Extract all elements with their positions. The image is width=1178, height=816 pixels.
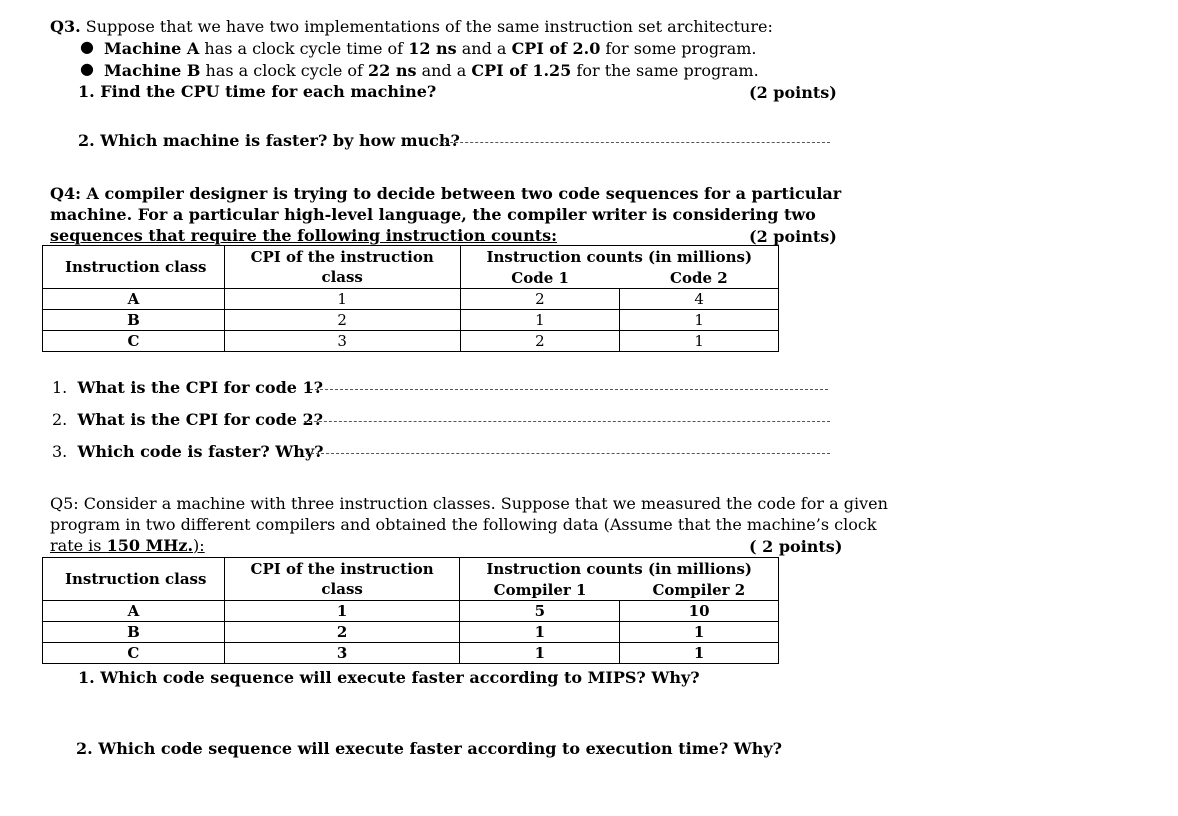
q4-cell-code2: 1 bbox=[620, 310, 779, 331]
q4-header-class: Instruction class bbox=[43, 246, 225, 289]
q5-cell-class: A bbox=[43, 601, 225, 622]
q4-cell-code2: 1 bbox=[620, 331, 779, 352]
table-row bbox=[43, 331, 779, 352]
answer-line bbox=[304, 421, 830, 422]
table-row bbox=[43, 622, 779, 643]
answer-line bbox=[310, 389, 828, 390]
q4-cell-code1: 2 bbox=[460, 331, 620, 352]
q4-header-counts: Instruction counts (in millions) bbox=[460, 246, 779, 268]
q5-header-compiler1: Compiler 1 bbox=[460, 579, 620, 601]
answer-line bbox=[440, 142, 830, 143]
q5-cell-compiler1: 1 bbox=[460, 622, 620, 643]
q5-header-compiler2: Compiler 2 bbox=[620, 579, 779, 601]
q5-line-1: Q5: Consider a machine with three instruction classes. Suppose that we measured the code for a given bbox=[50, 494, 888, 513]
q4-cell-code1: 2 bbox=[460, 289, 620, 310]
table-row bbox=[43, 643, 779, 664]
q3-question-2: 2. Which machine is faster? by how much? bbox=[78, 131, 460, 150]
q4-points: (2 points) bbox=[749, 227, 837, 246]
q3-title: Q3. Suppose that we have two implementations of the same instruction set architecture: bbox=[50, 17, 773, 36]
q5-header-class: Instruction class bbox=[43, 558, 225, 601]
answer-line bbox=[306, 453, 830, 454]
q5-line-2: program in two different compilers and obtained the following data (Assume that the machine’s clock bbox=[50, 515, 877, 534]
q5-cell-cpi: 1 bbox=[224, 601, 460, 622]
q5-header-counts: Instruction counts (in millions) bbox=[460, 558, 779, 580]
q3-bullet-machine-b: Machine B has a clock cycle of 22 ns and a CPI of 1.25 for the same program. bbox=[104, 61, 759, 80]
q4-cell-cpi: 3 bbox=[224, 331, 460, 352]
q4-line-3: sequences that require the following instruction counts: bbox=[50, 226, 557, 245]
q5-cell-cpi: 3 bbox=[224, 643, 460, 664]
q4-question-2: 2. What is the CPI for code 2? bbox=[52, 410, 324, 429]
q4-cell-code1: 1 bbox=[460, 310, 620, 331]
q5-question-1: 1. Which code sequence will execute faster according to MIPS? Why? bbox=[78, 668, 700, 687]
q4-header-code2: Code 2 bbox=[620, 267, 779, 289]
q5-cell-cpi: 2 bbox=[224, 622, 460, 643]
bullet-icon: ● bbox=[80, 59, 94, 78]
q3-bullet-machine-a: Machine A has a clock cycle time of 12 ns and a CPI of 2.0 for some program. bbox=[104, 39, 757, 58]
q5-cell-compiler2: 1 bbox=[620, 622, 779, 643]
q5-points: ( 2 points) bbox=[749, 537, 843, 556]
q4-cell-cpi: 2 bbox=[224, 310, 460, 331]
q5-line-3: rate is 150 MHz.): bbox=[50, 536, 205, 555]
q5-cell-class: C bbox=[43, 643, 225, 664]
q3-question-1: 1. Find the CPU time for each machine? bbox=[78, 82, 437, 101]
q5-table bbox=[42, 557, 779, 664]
bullet-icon: ● bbox=[80, 37, 94, 56]
table-row bbox=[43, 601, 779, 622]
q4-line-1: Q4: A compiler designer is trying to decide between two code sequences for a particular bbox=[50, 184, 842, 203]
q4-table bbox=[42, 245, 779, 352]
q4-cell-class: A bbox=[43, 289, 225, 310]
q5-cell-compiler2: 1 bbox=[620, 643, 779, 664]
q4-cell-code2: 4 bbox=[620, 289, 779, 310]
q4-question-1: 1. What is the CPI for code 1? bbox=[52, 378, 324, 397]
q5-cell-compiler2: 10 bbox=[620, 601, 779, 622]
q4-cell-class: B bbox=[43, 310, 225, 331]
q5-cell-compiler1: 5 bbox=[460, 601, 620, 622]
q4-header-cpi: CPI of the instruction class bbox=[224, 246, 460, 289]
q4-cell-class: C bbox=[43, 331, 225, 352]
q4-line-2: machine. For a particular high-level language, the compiler writer is considering two bbox=[50, 205, 816, 224]
q4-question-3: 3. Which code is faster? Why? bbox=[52, 442, 324, 461]
q5-cell-class: B bbox=[43, 622, 225, 643]
q5-header-cpi: CPI of the instruction class bbox=[224, 558, 460, 601]
table-row bbox=[43, 289, 779, 310]
q5-cell-compiler1: 1 bbox=[460, 643, 620, 664]
q4-header-code1: Code 1 bbox=[460, 267, 620, 289]
q5-question-2: 2. Which code sequence will execute faster according to execution time? Why? bbox=[76, 739, 783, 758]
q3-points: (2 points) bbox=[749, 83, 837, 102]
table-row bbox=[43, 310, 779, 331]
q4-cell-cpi: 1 bbox=[224, 289, 460, 310]
